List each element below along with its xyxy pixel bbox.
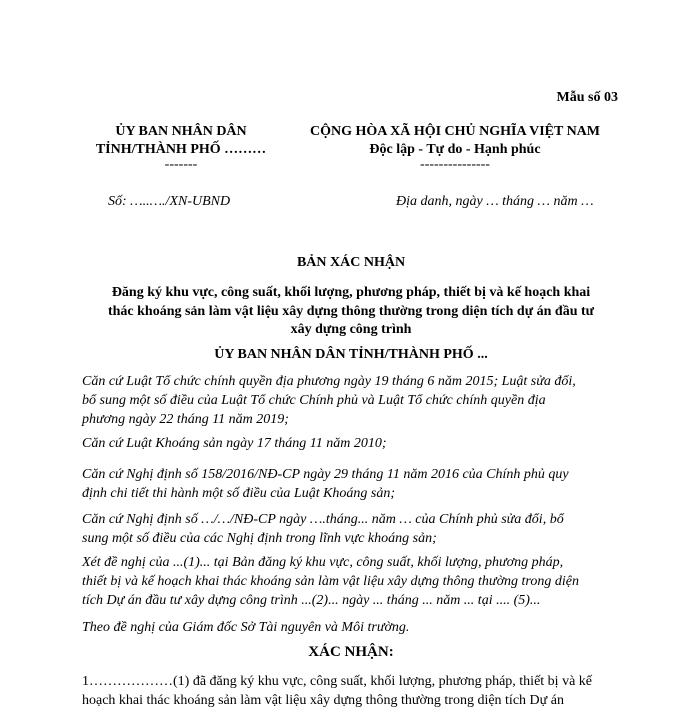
paragraph-line: phương ngày 22 tháng 11 năm 2019; [82, 412, 289, 427]
paragraph-line: sung một số điều của các Nghị định trong lĩnh vực khoáng sản; [82, 531, 437, 546]
issuing-council: ỦY BAN NHÂN DÂN TỈNH/THÀNH PHỐ ... [214, 347, 488, 362]
paragraph-line: Xét đề nghị của ...(1)... tại Bản đăng ký khu vực, công suất, khối lượng, phương pháp, [82, 555, 564, 570]
basis-paragraph [82, 465, 620, 503]
paragraph-line: Căn cứ Luật Tổ chức chính quyền địa phương ngày 19 tháng 6 năm 2015; Luật sửa đổi, [82, 374, 576, 389]
authority-line-2: TỈNH/THÀNH PHỐ ……… [95, 142, 267, 157]
document-subtitle [82, 284, 620, 340]
document-title: BẢN XÁC NHẬN [296, 255, 406, 270]
national-header [285, 123, 625, 171]
request-paragraph [82, 553, 620, 610]
country-name: CỘNG HÒA XÃ HỘI CHỦ NGHĨA VIỆT NAM [309, 124, 600, 139]
paragraph-line: định chi tiết thi hành một số điều của Luật Khoáng sản; [82, 486, 396, 501]
motto-rule: --------------- [420, 157, 490, 172]
subtitle-line: Đăng ký khu vực, công suất, khối lượng, phương pháp, thiết bị và kế hoạch khai [111, 285, 591, 300]
paragraph-line: Căn cứ Luật Khoáng sản ngày 17 tháng 11 năm 2010; [82, 436, 387, 451]
paragraph-line: Theo đề nghị của Giám đốc Sở Tài nguyên và Môi trường. [82, 620, 410, 635]
basis-paragraph [82, 434, 620, 453]
basis-paragraph [82, 372, 620, 429]
subtitle-line: thác khoáng sản làm vật liệu xây dựng thông thường trong diện tích dự án đầu tư [107, 303, 595, 319]
authority-block [82, 123, 280, 171]
place-date: Địa danh, ngày … tháng … năm … [396, 194, 594, 209]
confirm-heading: XÁC NHẬN: [308, 644, 394, 660]
paragraph-line: tích Dự án đầu tư xây dựng công trình ...(2)... ngày ... tháng ... năm ... tại .... (5)... [82, 593, 541, 608]
subtitle-line: xây dựng công trình [290, 322, 412, 337]
paragraph-line: bổ sung một số điều của Luật Tổ chức Chính phủ và Luật Tổ chức chính quyền địa [82, 393, 546, 408]
confirm-paragraph [82, 672, 620, 710]
form-number: Mẫu số 03 [556, 90, 618, 105]
paragraph-line: 1………………(1) đã đăng ký khu vực, công suất, khối lượng, phương pháp, thiết bị và kế [82, 674, 592, 689]
proposal-paragraph [82, 618, 620, 637]
authority-line-1: ỦY BAN NHÂN DÂN [115, 124, 247, 139]
document-number: Số: …..…./XN-UBND [108, 194, 231, 209]
basis-paragraph [82, 510, 620, 548]
paragraph-line: Căn cứ Nghị định số …/…/NĐ-CP ngày ….tháng... năm … của Chính phủ sửa đổi, bổ [82, 512, 564, 527]
authority-rule: ------- [164, 157, 198, 172]
motto: Độc lập - Tự do - Hạnh phúc [369, 142, 541, 157]
paragraph-line: hoạch khai thác khoáng sản làm vật liệu xây dựng thông thường trong diện tích Dự án [82, 693, 564, 708]
paragraph-line: thiết bị và kế hoạch khai thác khoáng sản làm vật liệu xây dựng thông thường trong diện [82, 574, 579, 589]
paragraph-line: Căn cứ Nghị định số 158/2016/NĐ-CP ngày 29 tháng 11 năm 2016 của Chính phủ quy [82, 467, 569, 482]
